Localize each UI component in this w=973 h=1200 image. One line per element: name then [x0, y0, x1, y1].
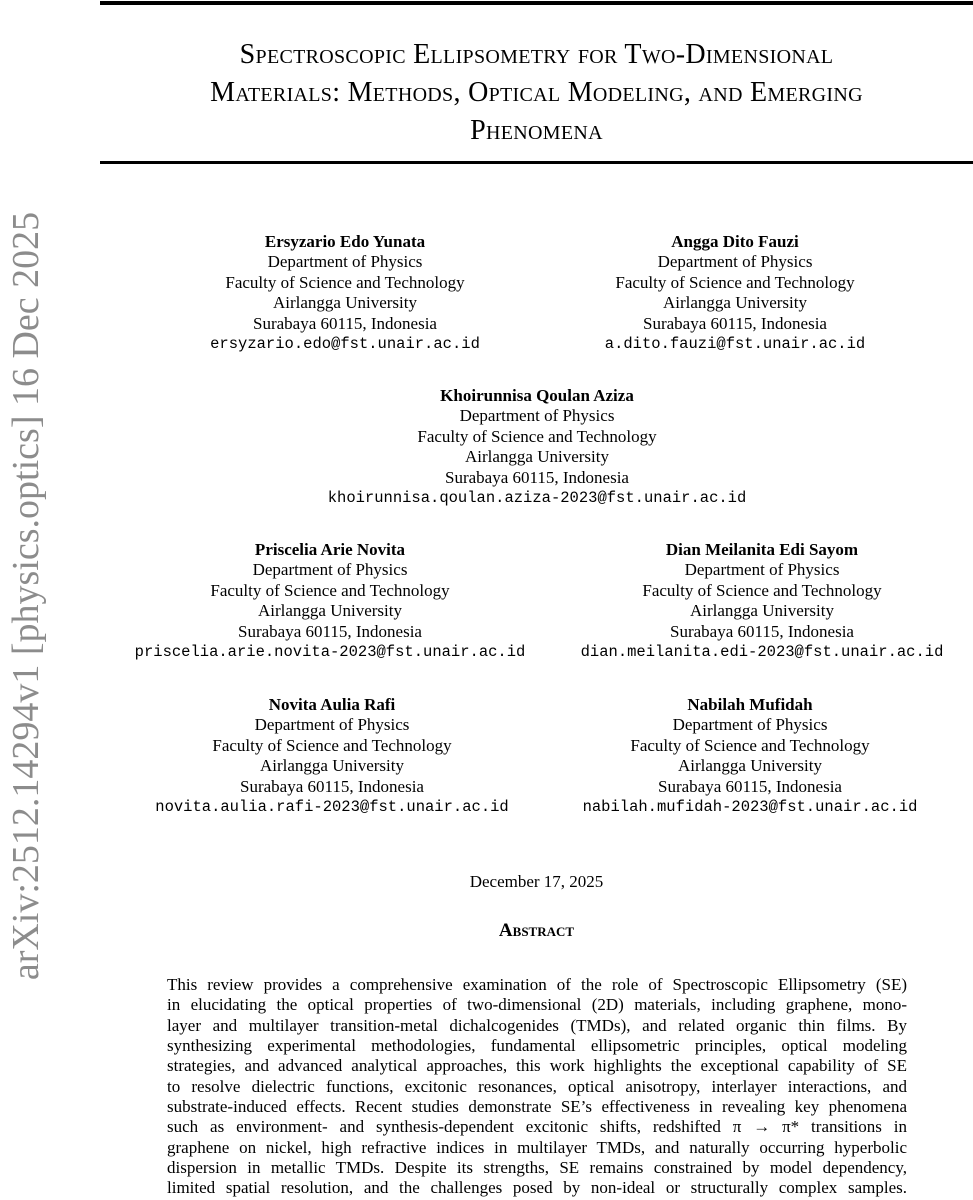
author-email[interactable]: nabilah.mufidah-2023@fst.unair.ac.id: [582, 798, 918, 817]
author-univ: Airlangga University: [464, 447, 609, 467]
author-name: Ersyzario Edo Yunata: [264, 232, 426, 251]
author-city: Surabaya 60115, Indonesia: [238, 621, 422, 641]
author-block: [210, 232, 480, 354]
author-dept: Department of Physics: [252, 560, 408, 580]
author-faculty: Faculty of Science and Technology: [225, 272, 465, 292]
abstract-line: graphene on nickel, high refractive indices in multilayer TMDs, and naturally occurring hyperbolic: [167, 1137, 907, 1157]
author-city: Surabaya 60115, Indonesia: [253, 313, 437, 333]
author-faculty: Faculty of Science and Technology: [630, 735, 870, 755]
author-faculty: Faculty of Science and Technology: [642, 580, 882, 600]
author-univ: Airlangga University: [677, 756, 822, 776]
author-email[interactable]: a.dito.fauzi@fst.unair.ac.id: [604, 335, 866, 354]
author-city: Surabaya 60115, Indonesia: [240, 776, 424, 796]
author-dept: Department of Physics: [267, 252, 423, 272]
abstract-line: strategies, and advanced analytical approaches, this work highlights the exceptional capability of SE: [167, 1056, 907, 1076]
author-faculty: Faculty of Science and Technology: [417, 426, 657, 446]
author-city: Surabaya 60115, Indonesia: [658, 776, 842, 796]
author-email[interactable]: priscelia.arie.novita-2023@fst.unair.ac.id: [134, 643, 526, 662]
author-name: Priscelia Arie Novita: [254, 540, 406, 559]
paper-title: [100, 36, 973, 150]
author-email[interactable]: ersyzario.edo@fst.unair.ac.id: [210, 335, 480, 354]
arxiv-identifier: arXiv:2512.14294v1 [physics.optics] 16 Dec 2025: [5, 211, 47, 981]
author-univ: Airlangga University: [257, 601, 402, 621]
author-name: Nabilah Mufidah: [687, 695, 813, 714]
author-block: [605, 232, 865, 354]
author-block: [155, 695, 508, 817]
abstract-line: layer and multilayer transition-metal dichalcogenides (TMDs), and related organic thin films. By: [167, 1015, 907, 1035]
abstract-line: substrate-induced effects. Recent studies demonstrate SE’s effectiveness in revealing key phenomena: [167, 1097, 907, 1117]
author-block: [328, 386, 747, 508]
author-faculty: Faculty of Science and Technology: [210, 580, 450, 600]
abstract-body: [167, 975, 907, 1199]
title-line: Spectroscopic Ellipsometry for Two-Dimensional: [239, 39, 834, 70]
author-dept: Department of Physics: [459, 406, 615, 426]
abstract-line: dispersion in metallic TMDs. Despite its strengths, SE remains constrained by model dependency,: [167, 1158, 907, 1178]
abstract-line: in elucidating the optical properties of two-dimensional (2D) materials, including graphene, mono-: [167, 995, 907, 1015]
author-dept: Department of Physics: [657, 252, 813, 272]
title-line: Phenomena: [470, 115, 603, 146]
abstract-line: such as environment- and synthesis-dependent excitonic shifts, redshifted π → π* transitions in: [167, 1117, 907, 1137]
author-univ: Airlangga University: [273, 293, 417, 313]
author-block: [581, 540, 944, 662]
author-city: Surabaya 60115, Indonesia: [670, 621, 854, 641]
author-name: Khoirunnisa Qoulan Aziza: [440, 386, 634, 405]
author-name: Novita Aulia Rafi: [268, 695, 396, 714]
author-email[interactable]: khoirunnisa.qoulan.aziza-2023@fst.unair.ac.id: [327, 489, 747, 508]
paper-date: December 17, 2025: [469, 872, 604, 891]
author-block: [135, 540, 526, 662]
author-faculty: Faculty of Science and Technology: [615, 272, 855, 292]
author-dept: Department of Physics: [684, 560, 840, 580]
author-block: [583, 695, 918, 817]
abstract-line: limited spatial resolution, and the challenges posed by non-ideal or structurally complex samples.: [167, 1178, 907, 1198]
author-dept: Department of Physics: [672, 715, 828, 735]
author-univ: Airlangga University: [260, 756, 404, 776]
author-email[interactable]: dian.meilanita.edi-2023@fst.unair.ac.id: [580, 643, 944, 662]
title-line: Materials: Methods, Optical Modeling, and Emerging: [210, 77, 863, 108]
author-faculty: Faculty of Science and Technology: [212, 735, 452, 755]
abstract-line: synthesizing experimental methodologies, fundamental ellipsometric principles, optical modeling: [167, 1036, 907, 1056]
top-rule: [100, 1, 973, 5]
author-city: Surabaya 60115, Indonesia: [643, 313, 827, 333]
abstract-line: to resolve dielectric functions, excitonic resonances, optical anisotropy, interlayer interactions, and: [167, 1076, 907, 1096]
abstract-line: This review provides a comprehensive examination of the role of Spectroscopic Ellipsometry (SE): [167, 975, 907, 994]
author-name: Angga Dito Fauzi: [671, 232, 799, 251]
author-email[interactable]: novita.aulia.rafi-2023@fst.unair.ac.id: [155, 798, 509, 817]
author-name: Dian Meilanita Edi Sayom: [665, 540, 859, 559]
abstract-heading: Abstract: [498, 920, 575, 941]
author-dept: Department of Physics: [254, 715, 410, 735]
author-univ: Airlangga University: [662, 293, 807, 313]
author-univ: Airlangga University: [689, 601, 834, 621]
title-bottom-rule: [100, 161, 973, 164]
author-city: Surabaya 60115, Indonesia: [445, 467, 629, 487]
